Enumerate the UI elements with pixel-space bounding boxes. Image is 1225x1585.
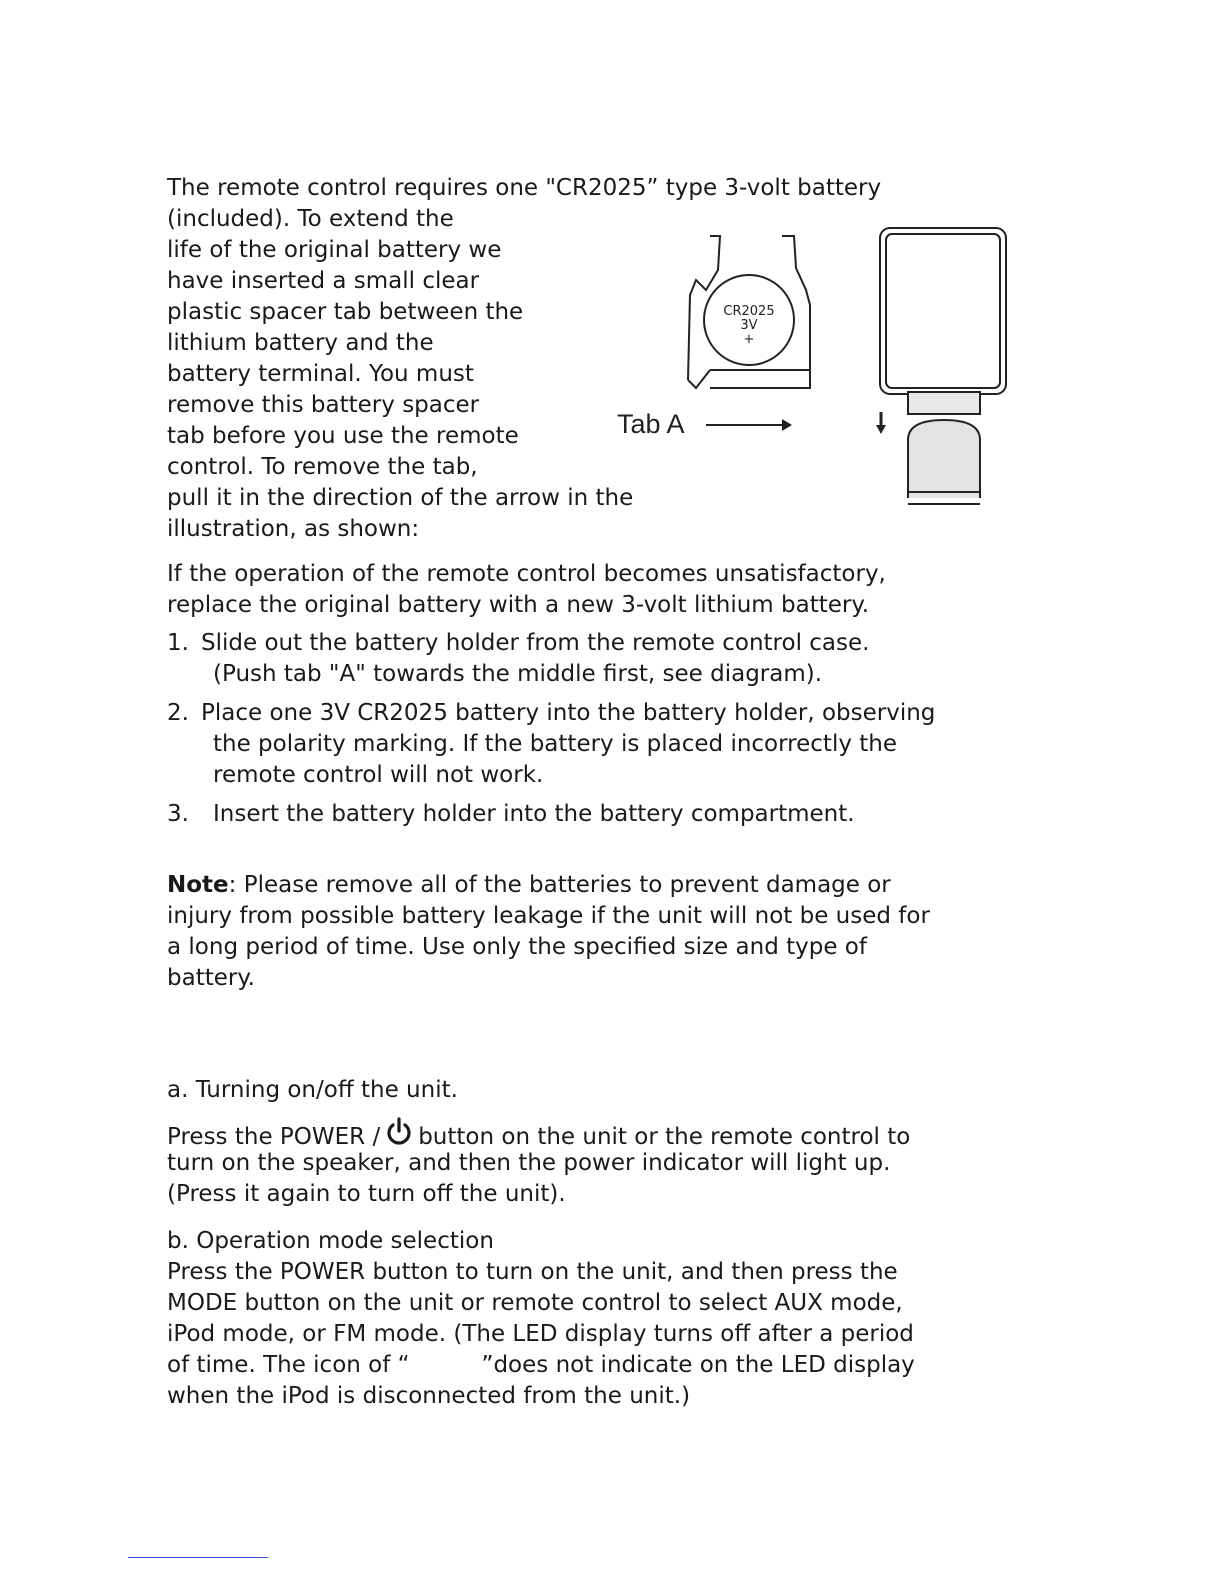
intro-line: (included). To extend the	[167, 206, 454, 232]
paragraph-line: (Press it again to turn off the unit).	[167, 1181, 566, 1207]
note-line: a long period of time. Use only the specified size and type of	[167, 934, 867, 960]
battery-diagram	[600, 220, 1020, 520]
tab-a-label: Tab A	[617, 409, 685, 439]
footer-link-line	[128, 1557, 268, 1558]
step-line: the polarity marking. If the battery is placed incorrectly the	[213, 731, 898, 757]
section-heading-b: b. Operation mode selection	[167, 1228, 494, 1254]
step-number: 3.	[167, 801, 189, 827]
arrow-down-icon	[876, 412, 886, 434]
paragraph-line: iPod mode, or FM mode. (The LED display turns off after a period	[167, 1321, 914, 1347]
paragraph-line: Press the POWER button to turn on the unit, and then press the	[167, 1259, 898, 1285]
arrow-right-icon	[706, 419, 792, 431]
paragraph-line: replace the original battery with a new 3-volt lithium battery.	[167, 592, 870, 618]
note-line: injury from possible battery leakage if the unit will not be used for	[167, 903, 930, 929]
power-text-before: Press the POWER /	[167, 1124, 381, 1150]
step-line: Place one 3V CR2025 battery into the battery holder, observing	[201, 700, 936, 726]
battery-polarity: +	[743, 332, 755, 347]
intro-line: The remote control requires one "CR2025” type 3-volt battery	[167, 175, 882, 201]
step-line: Slide out the battery holder from the remote control case.	[201, 630, 870, 656]
remote-case-illustration	[880, 228, 1006, 504]
intro-line: remove this battery spacer	[167, 392, 480, 418]
intro-line: plastic spacer tab between the	[167, 299, 524, 325]
intro-line: battery terminal. You must	[167, 361, 474, 387]
intro-line: pull it in the direction of the arrow in the	[167, 485, 634, 511]
note-line: battery.	[167, 965, 255, 991]
paragraph-line: when the iPod is disconnected from the unit.)	[167, 1383, 691, 1409]
intro-line: lithium battery and the	[167, 330, 434, 356]
battery-label: CR2025	[723, 304, 775, 319]
step-number: 1.	[167, 630, 189, 656]
step-line: Insert the battery holder into the battery compartment.	[213, 801, 855, 827]
paragraph-line: MODE button on the unit or remote control to select AUX mode,	[167, 1290, 903, 1316]
paragraph-line	[167, 1350, 915, 1381]
intro-line: illustration, as shown:	[167, 516, 420, 542]
battery-voltage: 3V	[740, 318, 758, 333]
icon-text-after: ”does not indicate on the LED display	[481, 1352, 915, 1378]
power-icon	[384, 1117, 414, 1147]
intro-line: control. To remove the tab,	[167, 454, 478, 480]
note-line	[167, 870, 891, 901]
icon-text-before: of time. The icon of “	[167, 1352, 410, 1378]
section-heading-a: a. Turning on/off the unit.	[167, 1077, 458, 1103]
power-text-after: button on the unit or the remote control to	[418, 1124, 911, 1150]
intro-line: have inserted a small clear	[167, 268, 480, 294]
note-label: Note	[167, 872, 229, 898]
step-line: remote control will not work.	[213, 762, 544, 788]
paragraph-line: turn on the speaker, and then the power indicator will light up.	[167, 1150, 891, 1176]
step-line: (Push tab "A" towards the middle first, see diagram).	[213, 661, 823, 687]
step-number: 2.	[167, 700, 189, 726]
intro-line: tab before you use the remote	[167, 423, 519, 449]
paragraph-line: If the operation of the remote control becomes unsatisfactory,	[167, 561, 886, 587]
intro-line: life of the original battery we	[167, 237, 502, 263]
note-text: : Please remove all of the batteries to prevent damage or	[228, 872, 891, 898]
